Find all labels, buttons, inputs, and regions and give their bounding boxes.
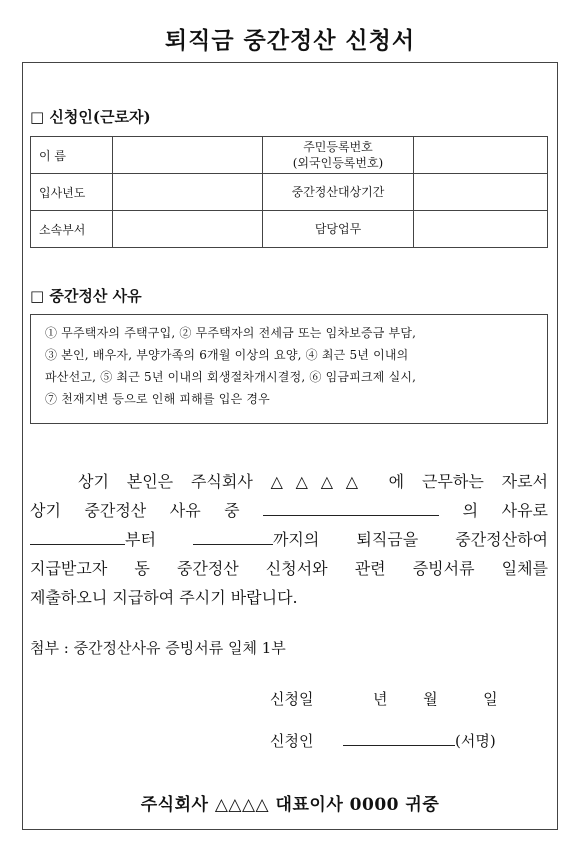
body-line-2-start: 상기 중간정산 사유 중: [30, 501, 240, 520]
resident-number-label: [263, 137, 414, 174]
reason-blank[interactable]: [263, 499, 439, 516]
settlement-period-label: 중간정산대상기간: [263, 174, 414, 211]
reason-line: ③ 본인, 배우자, 부양가족의 6개월 이상의 요양, ④ 최근 5년 이내의: [45, 348, 409, 362]
signature-blank[interactable]: [343, 729, 455, 746]
department-label: 소속부서: [31, 211, 113, 248]
settlement-period-field[interactable]: [414, 174, 548, 211]
duty-label: 담당업무: [263, 211, 414, 248]
section-applicant-title: [30, 106, 151, 127]
application-date: [270, 688, 498, 709]
reason-line: 파산선고, ⑤ 최근 5년 이내의 회생절차개시결정, ⑥ 임금피크제 실시,: [45, 370, 417, 384]
year-label: 년: [373, 690, 388, 708]
resident-number-line1: 주민등록번호: [303, 140, 373, 154]
sign-suffix: (서명): [455, 732, 496, 750]
body-line-1: 상기 본인은 주식회사 △△△△ 에 근무하는 자로서: [78, 472, 548, 491]
join-year-label: 입사년도: [31, 174, 113, 211]
from-label: 부터: [125, 530, 156, 549]
body-line-2: [30, 496, 548, 525]
page-title: 퇴직금 중간정산 신청서: [164, 28, 416, 54]
body-line-4: 지급받고자 동 중간정산 신청서와 관련 증빙서류 일체를: [30, 559, 548, 578]
addressee-footer: 주식회사 △△△△ 대표이사 0000 귀중: [140, 795, 440, 815]
body-line-2-end: 의 사유로: [462, 501, 548, 520]
section-reason-label: 중간정산 사유: [49, 287, 142, 305]
department-field[interactable]: [113, 211, 263, 248]
body-line-3: [30, 525, 548, 554]
date-label: 신청일: [270, 690, 314, 708]
day-label: 일: [483, 690, 498, 708]
until-label: 까지의 퇴직금을 중간정산하여: [272, 530, 548, 549]
name-field[interactable]: [113, 137, 263, 174]
duty-field[interactable]: [414, 211, 548, 248]
attachment-note: 첨부 : 중간정산사유 증빙서류 일체 1부: [30, 639, 286, 657]
reason-line: ① 무주택자의 주택구입, ② 무주택자의 전세금 또는 임차보증금 부담,: [45, 326, 417, 340]
request-paragraph: [30, 467, 548, 612]
table-row: [31, 137, 548, 174]
table-row: [31, 174, 548, 211]
applicant-signature: [270, 729, 496, 751]
reasons-box: [30, 314, 548, 424]
join-year-field[interactable]: [113, 174, 263, 211]
table-row: [31, 211, 548, 248]
resident-number-field[interactable]: [414, 137, 548, 174]
checkbox-icon: □: [30, 108, 45, 126]
end-date-blank[interactable]: [193, 528, 273, 545]
reason-line: ⑦ 천재지변 등으로 인해 피해를 입은 경우: [45, 392, 270, 406]
start-date-blank[interactable]: [30, 528, 125, 545]
sign-label: 신청인: [270, 732, 314, 750]
section-reason-title: [30, 285, 142, 306]
resident-number-line2: (외국인등록번호): [292, 156, 384, 170]
body-line-5: 제출하오니 지급하여 주시기 바랍니다.: [30, 588, 298, 607]
name-label: 이 름: [31, 137, 113, 174]
applicant-info-table: [30, 136, 548, 248]
section-applicant-label: 신청인(근로자): [49, 108, 151, 126]
month-label: 월: [423, 690, 438, 708]
checkbox-icon: □: [30, 287, 45, 305]
